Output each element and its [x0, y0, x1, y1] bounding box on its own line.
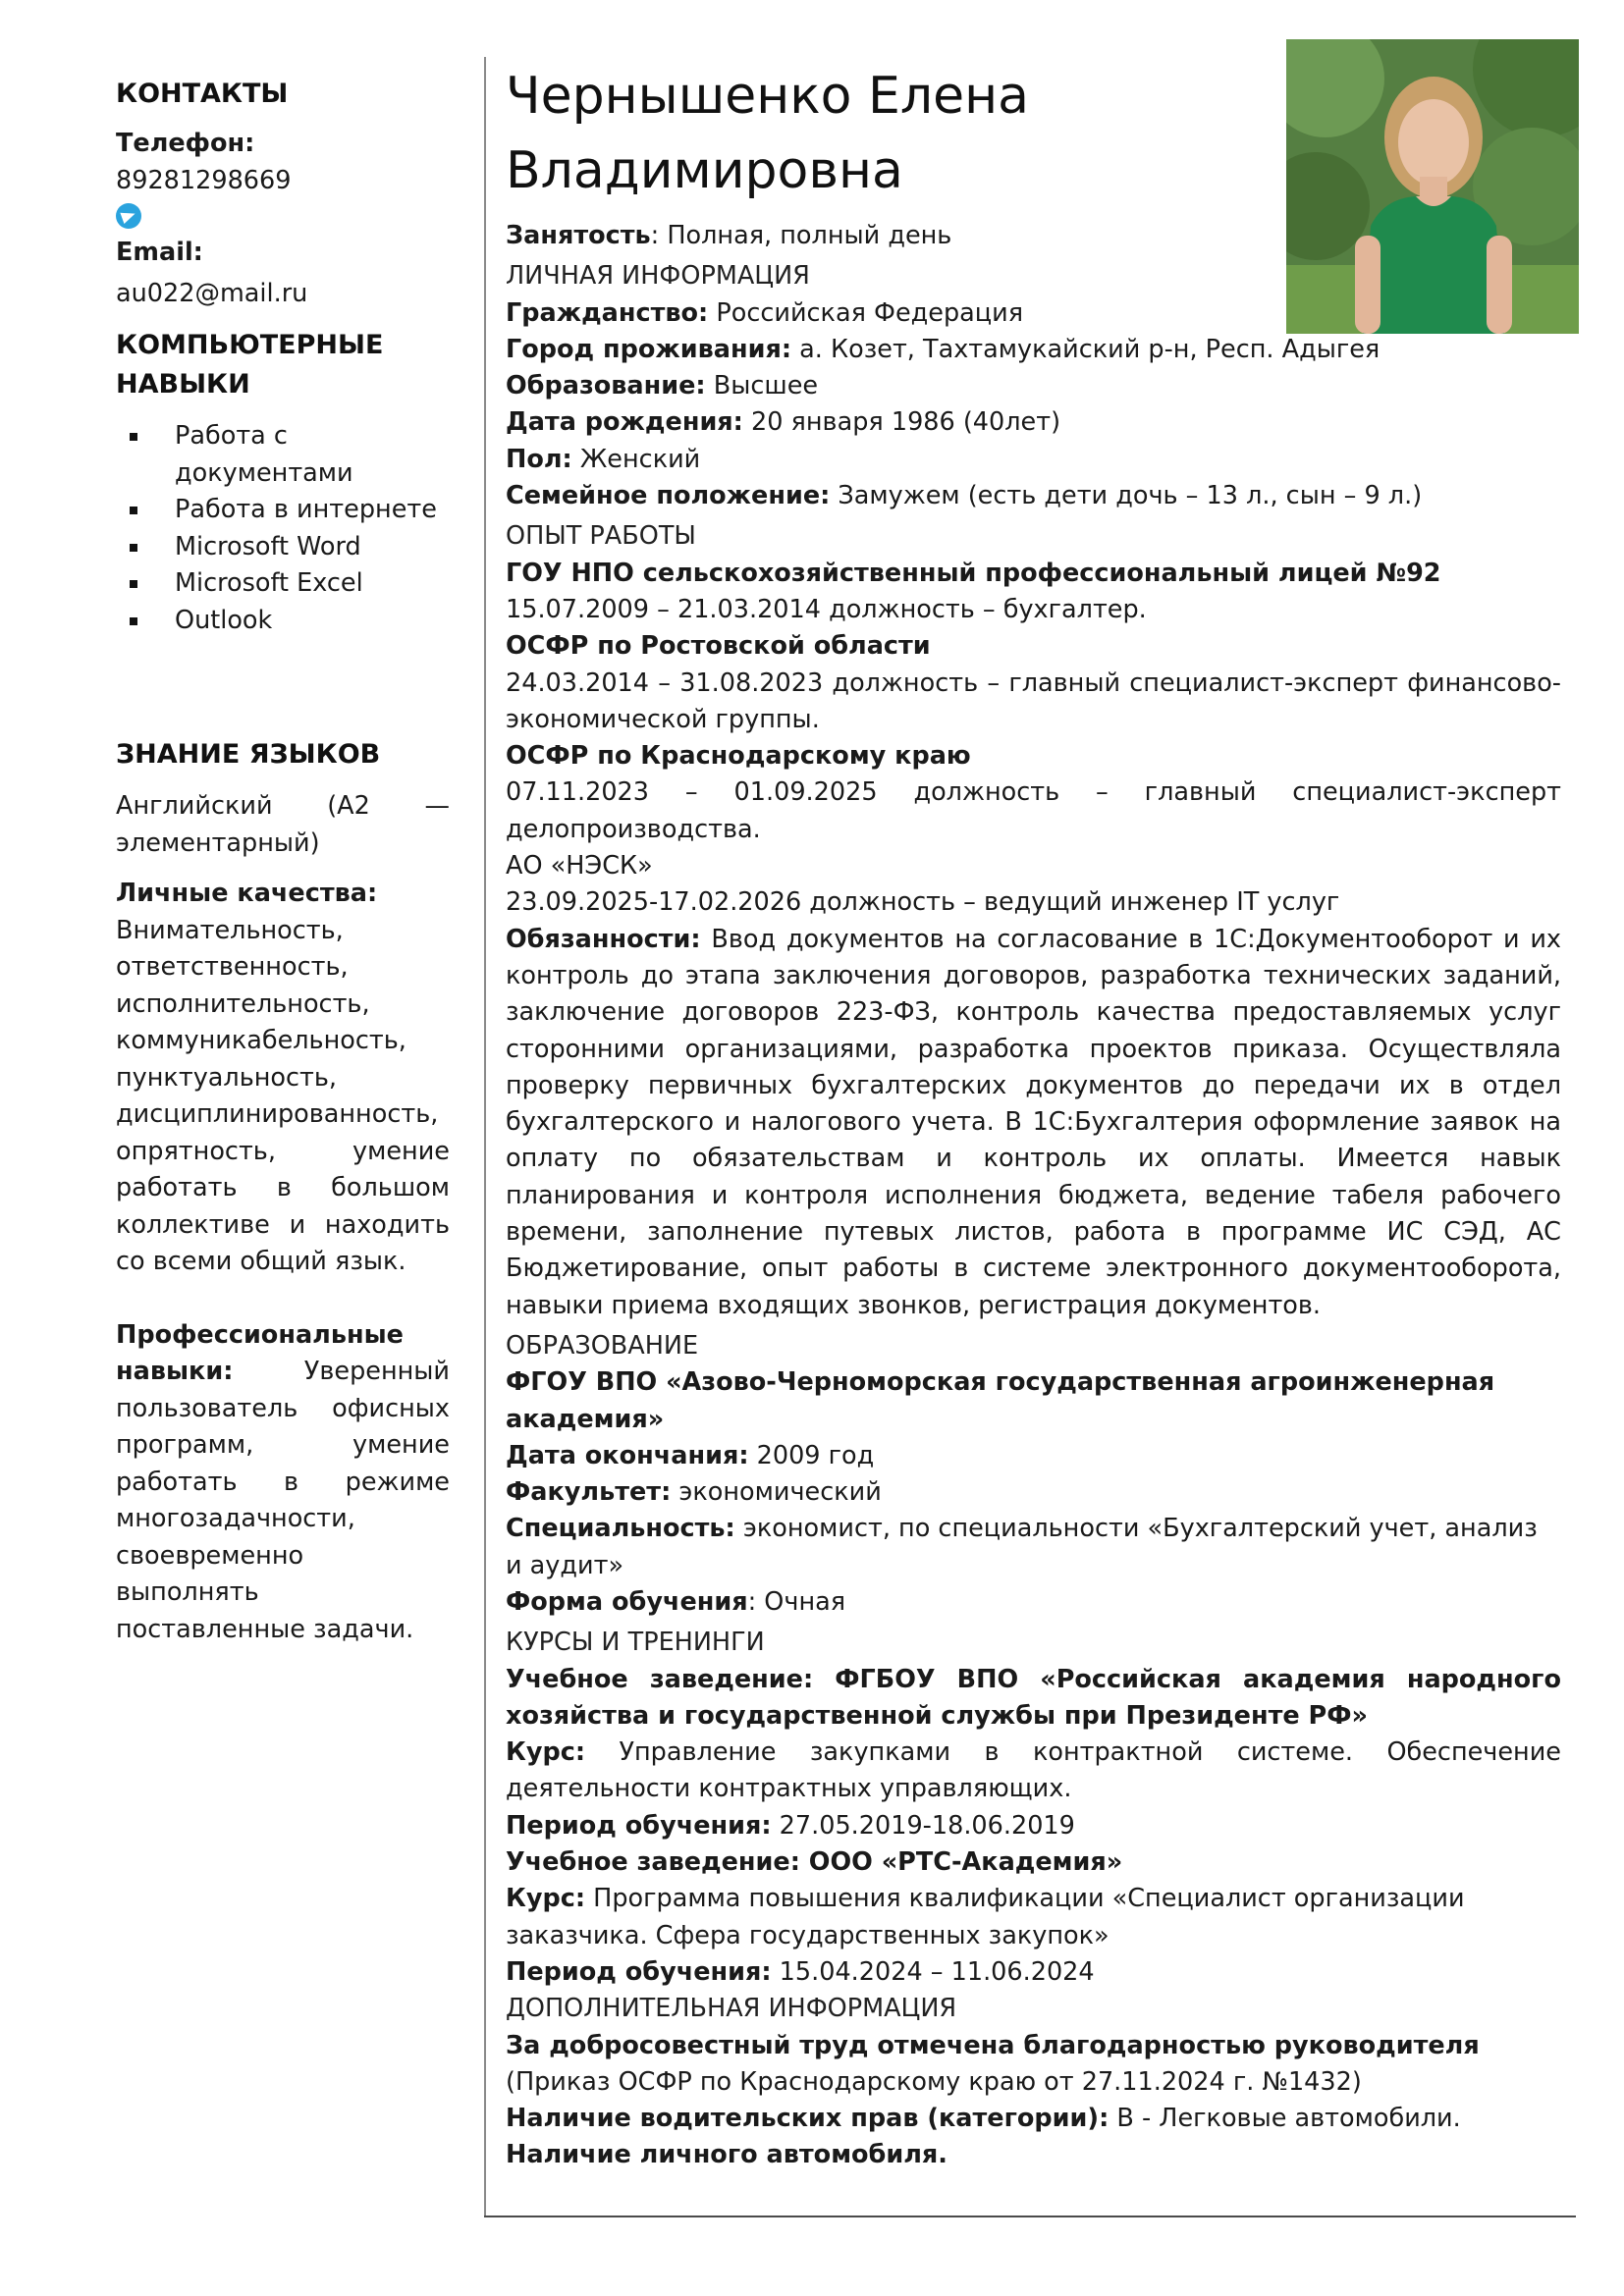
- award-bold: За добросовестный труд отмечена благодарностью руководителя: [506, 2030, 1480, 2060]
- personal-qualities-label: Личные качества:: [116, 879, 378, 908]
- education-row: [506, 1438, 1561, 1474]
- row-value: В - Легковые автомобили.: [1109, 2104, 1461, 2134]
- education-title: ОБРАЗОВАНИЕ: [506, 1330, 699, 1361]
- education-institution: ФГОУ ВПО «Азово-Черноморская государственная агроинженерная академия»: [506, 1367, 1495, 1434]
- name-line1: Чернышенко Елена: [506, 67, 1029, 126]
- employment: [506, 218, 1561, 254]
- row-label: Дата рождения:: [506, 407, 743, 438]
- languages-title: ЗНАНИЕ ЯЗЫКОВ: [116, 739, 381, 770]
- contacts-title: КОНТАКТЫ: [116, 79, 289, 109]
- course-name: [506, 1881, 1561, 1954]
- professional-skills: [116, 1317, 450, 1649]
- course-period: [506, 1954, 1561, 1991]
- additional-title: ДОПОЛНИТЕЛЬНАЯ ИНФОРМАЦИЯ: [506, 1994, 957, 2024]
- row-label: Образование:: [506, 371, 706, 401]
- row-value: 2009 год: [748, 1440, 875, 1470]
- row-value: 20 января 1986 (40лет): [742, 407, 1061, 438]
- personal-row: [506, 442, 1561, 478]
- personal-row: [506, 332, 1561, 368]
- row-value: экономист, по специальности «Бухгалтерский учет, анализ и аудит»: [506, 1514, 1538, 1580]
- computer-skills-title: [116, 326, 450, 404]
- skills-list: [116, 418, 450, 639]
- job-org: ОСФР по Краснодарскому краю: [506, 741, 971, 772]
- row-label: Учебное заведение:: [506, 1847, 800, 1878]
- job-desc: 07.11.2023 – 01.09.2025 должность – главный специалист-эксперт делопроизводства.: [506, 777, 1561, 844]
- driving-license: [506, 2101, 1561, 2137]
- course-institution: [506, 1844, 1561, 1881]
- education-row: [506, 1584, 1561, 1621]
- row-label: Семейное положение:: [506, 481, 831, 511]
- education-row: [506, 1474, 1561, 1511]
- personal-row: [506, 404, 1561, 441]
- row-value: ФГБОУ ВПО «Российская академия народного хозяйства и государственной службы при Президенте РФ»: [506, 1664, 1561, 1731]
- row-value: 27.05.2019-18.06.2019: [771, 1810, 1075, 1841]
- course-period: [506, 1808, 1561, 1844]
- email-value[interactable]: au022@mail.ru: [116, 278, 308, 308]
- row-label: Учебное заведение:: [506, 1664, 814, 1694]
- row-label: Курс:: [506, 1737, 586, 1768]
- name-line2: Владимировна: [506, 141, 903, 200]
- email-label: Email:: [116, 238, 203, 267]
- row-value: : Очная: [747, 1586, 846, 1617]
- job-desc: 23.09.2025-17.02.2026 должность – ведущий инженер IT услуг: [506, 887, 1340, 918]
- phone-label: Телефон:: [116, 129, 255, 158]
- personal-car: Наличие личного автомобиля.: [506, 2140, 947, 2170]
- professional-skills-text: Уверенный пользователь офисных программ, умение работать в режиме многозадачности, своевременно выполнять поставленные задачи.: [116, 1357, 450, 1644]
- row-label: Курс:: [506, 1884, 586, 1914]
- employment-label: Занятость: [506, 221, 651, 250]
- job-desc: 24.03.2014 – 31.08.2023 должность – главный специалист-эксперт финансово-экономической группы.: [506, 667, 1561, 734]
- row-value: Женский: [571, 444, 701, 474]
- row-label: Дата окончания:: [506, 1440, 749, 1470]
- sidebar: [116, 75, 450, 1648]
- personal-row: [506, 478, 1561, 514]
- row-label: Форма обучения: [506, 1586, 748, 1617]
- personal-row: [506, 368, 1561, 404]
- row-label: Период обучения:: [506, 1810, 772, 1841]
- row-label: Пол:: [506, 444, 572, 474]
- row-label: Гражданство:: [506, 297, 709, 328]
- row-value: ООО «РТС-Академия»: [799, 1847, 1123, 1878]
- courses-title: КУРСЫ И ТРЕНИНГИ: [506, 1628, 765, 1658]
- page-title: [506, 59, 1561, 208]
- row-label: Факультет:: [506, 1477, 672, 1508]
- row-label: Город проживания:: [506, 334, 792, 364]
- professional-skills-label: Профессиональные навыки:: [116, 1319, 404, 1386]
- bottom-divider: [484, 2216, 1576, 2217]
- employment-value: : Полная, полный день: [650, 221, 952, 250]
- language-value: Английский (A2 — элементарный): [116, 791, 450, 858]
- row-label: Специальность:: [506, 1514, 735, 1544]
- list-item: Microsoft Word: [175, 529, 450, 566]
- award-rest: (Приказ ОСФР по Краснодарскому краю от 27.11.2024 г. №1432): [506, 2066, 1362, 2097]
- duties-label: Обязанности:: [506, 924, 701, 954]
- duties-text: Ввод документов на согласование в 1С:Документооборот и их контроль до этапа заключения договоров, разработка технических заданий, заключение договоров 223-ФЗ, контроль качества предоставляемых услуг сторонними организациями, разработка проектов приказа. Осуществляла проверку первичных бухгалтерских документов до передачи их в отдел бухгалтерского и налогового учета. В 1С:Бухгалтерия оформление заявок на оплату по обязательствам и контроль их оплаты. Имеется навык планирования и контроля исполнения бюджета, ведение табеля рабочего времени, заполнение путевых листов, работа в программе ИС СЭД, АС Бюджетирование, опыт работы в системе электронного документооборота, навыки приема входящих звонков, регистрация документов.: [506, 924, 1561, 1320]
- row-value: Программа повышения квалификации «Специалист организации заказчика. Сфера государственных закупок»: [506, 1884, 1465, 1950]
- main-content: [506, 59, 1561, 2174]
- duties: [506, 922, 1561, 1324]
- phone-value[interactable]: 89281298669: [116, 165, 292, 195]
- list-item: Работа в интернете: [175, 492, 450, 529]
- row-value: а. Козет, Тахтамукайский р-н, Респ. Адыгея: [791, 334, 1380, 364]
- job-desc: 15.07.2009 – 21.03.2014 должность – бухгалтер.: [506, 594, 1147, 624]
- row-value: 15.04.2024 – 11.06.2024: [771, 1956, 1095, 1987]
- personal-qualities-text: Внимательность, ответственность, исполнительность, коммуникабельность, пунктуальность, дисциплинированность, опрятность, умение работать в большом коллективе и находить со всеми общий язык.: [116, 915, 450, 1276]
- award: [506, 2028, 1561, 2102]
- row-label: Наличие водительских прав (категории):: [506, 2104, 1110, 2134]
- personal-info-title: ЛИЧНАЯ ИНФОРМАЦИЯ: [506, 261, 810, 292]
- computer-skills-title-line1: КОМПЬЮТЕРНЫЕ: [116, 330, 384, 360]
- list-item: Microsoft Excel: [175, 565, 450, 603]
- row-label: Период обучения:: [506, 1956, 772, 1987]
- list-item: Outlook: [175, 603, 450, 640]
- row-value: экономический: [671, 1477, 882, 1508]
- job-org: ОСФР по Ростовской области: [506, 631, 931, 662]
- personal-row: [506, 295, 1561, 332]
- row-value: Российская Федерация: [708, 297, 1024, 328]
- course-name: [506, 1735, 1561, 1808]
- education-row: [506, 1511, 1561, 1584]
- job-org: АО «НЭСК»: [506, 851, 653, 881]
- row-value: Управление закупками в контрактной системе. Обеспечение деятельности контрактных управляющих.: [506, 1737, 1561, 1804]
- experience-title: ОПЫТ РАБОТЫ: [506, 521, 696, 552]
- job-org: ГОУ НПО сельскохозяйственный профессиональный лицей №92: [506, 558, 1441, 588]
- row-value: Замужем (есть дети дочь – 13 л., сын – 9 л.): [830, 481, 1423, 511]
- list-item: Работа с документами: [175, 418, 450, 492]
- row-value: Высшее: [705, 371, 819, 401]
- computer-skills-title-line2: НАВЫКИ: [116, 369, 250, 400]
- telegram-icon[interactable]: [116, 203, 141, 229]
- course-institution: [506, 1662, 1561, 1735]
- column-divider: [484, 57, 486, 2216]
